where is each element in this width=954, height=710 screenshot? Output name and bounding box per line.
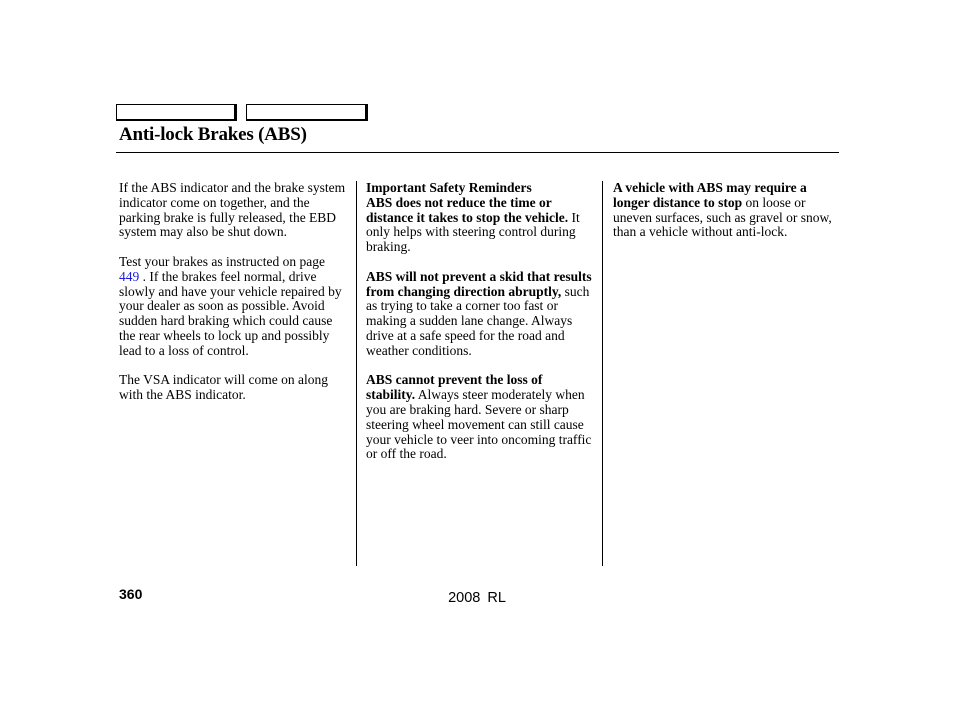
safety-reminders-block <box>366 181 592 255</box>
stability-text: Always steer moderately when you are braking hard. Severe or sharp steering wheel movement can still cause your vehicle to veer into oncoming traffic or off the road. <box>366 387 592 462</box>
nav-tab-next[interactable] <box>246 104 368 121</box>
page-number: 360 <box>119 586 143 602</box>
test-brakes-text-end: . If the brakes feel normal, drive slowly and have your vehicle repaired by your dealer as soon as possible. Avoid sudden hard braking which could cause the rear wheels to lock up and possibly lead to a loss of control. <box>119 268 342 358</box>
abs-stopping-statement: ABS does not reduce the time or distance it takes to stop the vehicle. <box>366 194 569 225</box>
page-title: Anti-lock Brakes (ABS) <box>119 124 307 145</box>
abs-ebd-paragraph: If the ABS indicator and the brake system indicator come on together, and the parking brake is fully released, the EBD system may also be shut down. <box>119 180 346 240</box>
column-divider <box>602 181 603 566</box>
stopping-distance-text: on loose or uneven surfaces, such as gravel or snow, than a vehicle without anti-lock. <box>613 194 832 240</box>
stability-paragraph <box>366 373 592 462</box>
column-left <box>119 181 347 418</box>
column-middle <box>366 181 592 477</box>
footer-model: 2008 RL <box>448 590 506 606</box>
nav-tab-previous[interactable] <box>116 104 237 121</box>
stopping-distance-statement: A vehicle with ABS may require a longer distance to stop <box>613 180 807 210</box>
test-brakes-text-start: Test your brakes as instructed on page <box>119 253 325 269</box>
skid-text: such as trying to take a corner too fast or making a sudden lane change. Always drive at a safe speed for the road and weather conditions. <box>366 283 590 358</box>
stopping-distance-paragraph <box>613 181 839 240</box>
skid-statement: ABS will not prevent a skid that results from changing direction abruptly, <box>366 268 592 299</box>
vsa-indicator-paragraph: The VSA indicator will come on along with the ABS indicator. <box>119 372 328 403</box>
column-right <box>613 181 839 255</box>
safety-reminders-heading: Important Safety Reminders <box>366 180 532 195</box>
skid-paragraph <box>366 270 592 359</box>
stability-statement: ABS cannot prevent the loss of stability. <box>366 372 543 403</box>
page-reference-link[interactable]: 449 <box>119 268 140 284</box>
title-divider <box>116 152 839 153</box>
column-divider <box>356 181 357 566</box>
abs-stopping-text: It only helps with steering control during braking. <box>366 209 580 255</box>
test-brakes-paragraph <box>119 255 347 359</box>
